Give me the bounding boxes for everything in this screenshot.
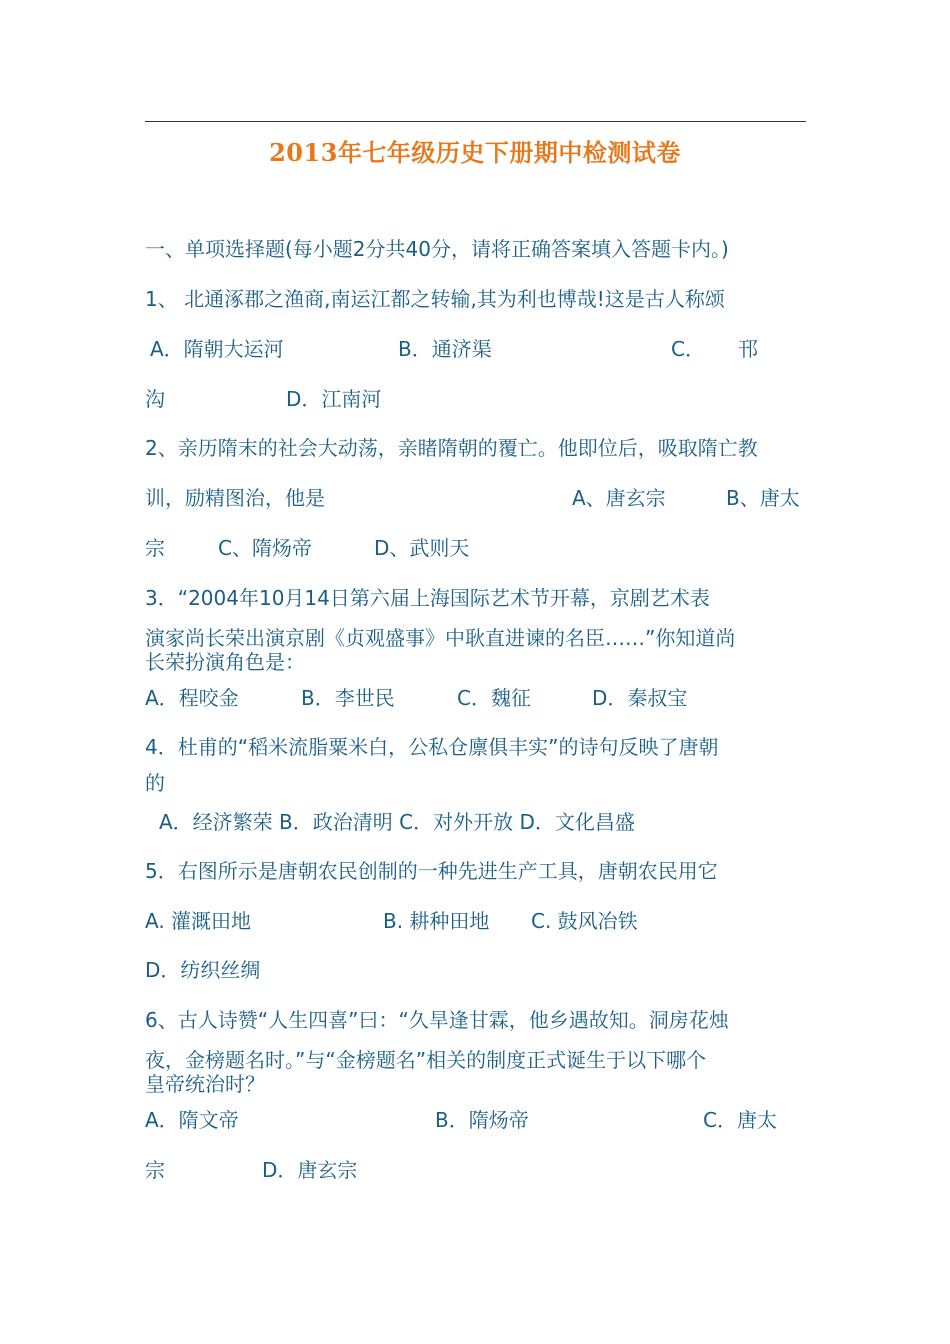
q3-line-2: 演家尚长荣出演京剧《贞观盛事》中耿直进谏的名臣……”你知道尚 [145, 626, 736, 650]
q2-option-c: C、隋炀帝 [218, 536, 312, 560]
q3-option-d: D．秦叔宝 [592, 686, 688, 710]
q6-line-2: 夜，金榜题名时。”与“金榜题名”相关的制度正式诞生于以下哪个 [145, 1048, 707, 1072]
q4-line-2: 的 [145, 771, 165, 795]
q3-option-a: A．程咬金 [145, 686, 239, 710]
q3-line-3: 长荣扮演角色是： [145, 650, 305, 674]
q2-line-1: 2、亲历隋末的社会大动荡，亲睹隋朝的覆亡。他即位后，吸取隋亡教 [145, 436, 758, 460]
q5-option-c: C. 鼓风冶铁 [531, 909, 638, 933]
q6-option-c: C．唐太 [703, 1108, 777, 1132]
q3-option-b: B．李世民 [301, 686, 395, 710]
q1-option-a: A．隋朝大运河 [150, 337, 284, 361]
q6-option-d: D．唐玄宗 [262, 1158, 358, 1182]
q6-option-c-wrap: 宗 [145, 1158, 165, 1182]
section-heading: 一、单项选择题(每小题2分共40分，请将正确答案填入答题卡内。) [145, 237, 729, 261]
q3-option-c: C．魏征 [457, 686, 531, 710]
q6-option-b: B．隋炀帝 [435, 1108, 529, 1132]
q2-line-2: 训，励精图治，他是 [145, 486, 325, 510]
q1-option-c-label: C． [671, 337, 705, 361]
q5-option-b: B. 耕种田地 [383, 909, 490, 933]
q1-option-c-text: 邗 [738, 337, 758, 361]
q2-option-d: D、武则天 [374, 536, 470, 560]
q6-line-1: 6、古人诗赞“人生四喜”曰：“久旱逢甘霖，他乡遇故知。洞房花烛 [145, 1008, 729, 1032]
q5-option-d: D．纺织丝绸 [145, 958, 261, 982]
q1-option-d: D．江南河 [286, 387, 382, 411]
q6-line-3: 皇帝统治时？ [145, 1072, 265, 1096]
exam-title: 2013年七年级历史下册期中检测试卷 [269, 138, 681, 167]
q2-option-b: B、唐太 [726, 486, 800, 510]
q1-option-c-wrap: 沟 [145, 387, 165, 411]
q2-option-b-wrap: 宗 [145, 536, 165, 560]
q1-stem: 1、 北通涿郡之渔商,南运江都之转输,其为利也博哉!这是古人称颂 [145, 287, 725, 311]
q4-line-1: 4．杜甫的“稻米流脂粟米白，公私仓廪俱丰实”的诗句反映了唐朝 [145, 735, 719, 759]
q5-option-a: A. 灌溉田地 [145, 909, 252, 933]
q5-stem: 5．右图所示是唐朝农民创制的一种先进生产工具，唐朝农民用它 [145, 859, 718, 883]
header-rule [145, 121, 806, 122]
q4-options: A．经济繁荣 B．政治清明 C．对外开放 D．文化昌盛 [159, 810, 635, 834]
q2-option-a: A、唐玄宗 [572, 486, 666, 510]
q1-option-b: B．通济渠 [398, 337, 492, 361]
q6-option-a: A．隋文帝 [145, 1108, 239, 1132]
q3-line-1: 3．“2004年10月14日第六届上海国际艺术节开幕，京剧艺术表 [145, 586, 710, 610]
